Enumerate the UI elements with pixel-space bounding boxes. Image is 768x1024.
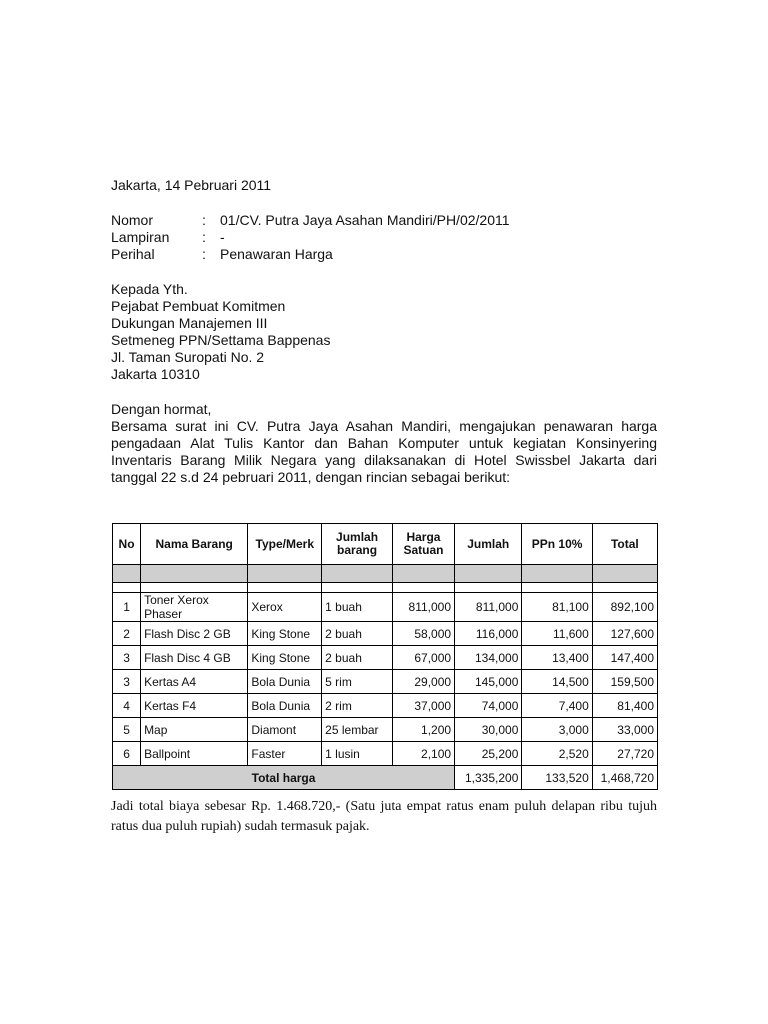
cell-harga: 58,000 [392,622,454,646]
cell-type: Diamont [248,718,322,742]
total-jumlah: 1,335,200 [455,766,522,790]
spacer-cell [592,583,657,593]
cell-jumlah: 116,000 [455,622,522,646]
shaded-cell [455,565,522,583]
cell-type: Bola Dunia [248,670,322,694]
total-grand: 1,468,720 [592,766,657,790]
cell-nama: Kertas F4 [141,694,248,718]
header-jumlah-barang-line1: Jumlah [336,530,379,544]
price-table [112,523,658,790]
header-harga-line1: Harga [406,530,441,544]
cell-nama: Kertas A4 [141,670,248,694]
cell-ppn: 7,400 [522,694,592,718]
cell-type: Faster [248,742,322,766]
cell-jumlah: 30,000 [455,718,522,742]
meta-colon: : [202,246,206,262]
header-jumlah: Jumlah [455,524,522,565]
header-harga-satuan [392,524,454,565]
spacer-cell [392,583,454,593]
header-total: Total [592,524,657,565]
shaded-cell [248,565,322,583]
cell-qty: 1 lusin [322,742,393,766]
cell-ppn: 2,520 [522,742,592,766]
table-total-row [113,766,658,790]
cell-no: 3 [113,646,141,670]
cell-total: 159,500 [592,670,657,694]
cell-jumlah: 25,200 [455,742,522,766]
cell-type: Bola Dunia [248,694,322,718]
header-type-merk: Type/Merk [248,524,322,565]
cell-nama: Map [141,718,248,742]
table-row [113,718,658,742]
cell-ppn: 81,100 [522,593,592,622]
cell-qty: 2 buah [322,622,393,646]
meta-label: Lampiran [111,229,170,245]
meta-value: Penawaran Harga [220,246,333,262]
table-spacer-row [113,583,658,593]
spacer-cell [248,583,322,593]
header-harga-line2: Satuan [403,543,444,557]
cell-nama: Toner Xerox Phaser [141,593,248,622]
salutation: Dengan hormat, [111,401,212,417]
header-ppn: PPn 10% [522,524,592,565]
meta-label: Perihal [111,246,155,262]
cell-nama: Ballpoint [141,742,248,766]
cell-ppn: 3,000 [522,718,592,742]
meta-value: - [220,229,225,245]
table-row [113,593,658,622]
shaded-cell [141,565,248,583]
body-paragraph: Bersama surat ini CV. Putra Jaya Asahan Mandiri, mengajukan penawaran harga pengadaan Alat Tulis Kantor dan Bahan Komputer untuk kegiatan Konsinyering Inventaris Barang Milik Negara yang dilaksanakan di Hotel Swissbel Jakarta dari tanggal 22 s.d 24 pebruari 2011, dengan rincian sebagai berikut: [111,418,657,485]
cell-jumlah: 811,000 [455,593,522,622]
closing-paragraph: Jadi total biaya sebesar Rp. 1.468.720,- (Satu juta empat ratus enam puluh delapan ribu tujuh ratus dua puluh rupiah) sudah termasuk pajak. [111,799,657,834]
recipient-line: Pejabat Pembuat Komitmen [111,298,286,314]
table-shaded-row [113,565,658,583]
cell-no: 6 [113,742,141,766]
spacer-cell [322,583,393,593]
total-harga-label: Total harga [113,766,455,790]
cell-no: 1 [113,593,141,622]
cell-ppn: 13,400 [522,646,592,670]
meta-value: 01/CV. Putra Jaya Asahan Mandiri/PH/02/2011 [220,212,510,228]
shaded-cell [522,565,592,583]
shaded-cell [322,565,393,583]
cell-harga: 29,000 [392,670,454,694]
cell-harga: 67,000 [392,646,454,670]
table-row [113,742,658,766]
cell-qty: 1 buah [322,593,393,622]
total-ppn: 133,520 [522,766,592,790]
recipient-line: Kepada Yth. [111,281,188,297]
cell-harga: 37,000 [392,694,454,718]
cell-harga: 1,200 [392,718,454,742]
table-row [113,646,658,670]
cell-total: 147,400 [592,646,657,670]
shaded-cell [592,565,657,583]
cell-total: 892,100 [592,593,657,622]
table-row [113,622,658,646]
cell-type: Xerox [248,593,322,622]
recipient-line: Dukungan Manajemen III [111,315,268,331]
cell-type: King Stone [248,622,322,646]
header-jumlah-barang [322,524,393,565]
shaded-cell [113,565,141,583]
cell-no: 4 [113,694,141,718]
cell-qty: 2 buah [322,646,393,670]
header-no: No [113,524,141,565]
spacer-cell [113,583,141,593]
cell-total: 81,400 [592,694,657,718]
cell-no: 2 [113,622,141,646]
meta-label: Nomor [111,212,154,228]
spacer-cell [141,583,248,593]
header-jumlah-barang-line2: barang [337,543,378,557]
cell-ppn: 11,600 [522,622,592,646]
cell-no: 3 [113,670,141,694]
spacer-cell [522,583,592,593]
cell-harga: 2,100 [392,742,454,766]
cell-jumlah: 145,000 [455,670,522,694]
meta-colon: : [202,212,206,228]
place-date: Jakarta, 14 Pebruari 2011 [111,177,272,193]
table-row [113,694,658,718]
cell-ppn: 14,500 [522,670,592,694]
cell-nama: Flash Disc 4 GB [141,646,248,670]
cell-no: 5 [113,718,141,742]
cell-jumlah: 74,000 [455,694,522,718]
shaded-cell [392,565,454,583]
table-header-row [113,524,658,565]
cell-qty: 5 rim [322,670,393,694]
cell-qty: 25 lembar [322,718,393,742]
cell-total: 127,600 [592,622,657,646]
cell-nama: Flash Disc 2 GB [141,622,248,646]
cell-type: King Stone [248,646,322,670]
cell-jumlah: 134,000 [455,646,522,670]
spacer-cell [455,583,522,593]
recipient-line: Jakarta 10310 [111,366,200,382]
cell-total: 33,000 [592,718,657,742]
table-row [113,670,658,694]
meta-colon: : [202,229,206,245]
cell-qty: 2 rim [322,694,393,718]
cell-total: 27,720 [592,742,657,766]
cell-harga: 811,000 [392,593,454,622]
header-nama-barang: Nama Barang [141,524,248,565]
recipient-line: Setmeneg PPN/Settama Bappenas [111,332,331,348]
recipient-line: Jl. Taman Suropati No. 2 [111,349,265,365]
